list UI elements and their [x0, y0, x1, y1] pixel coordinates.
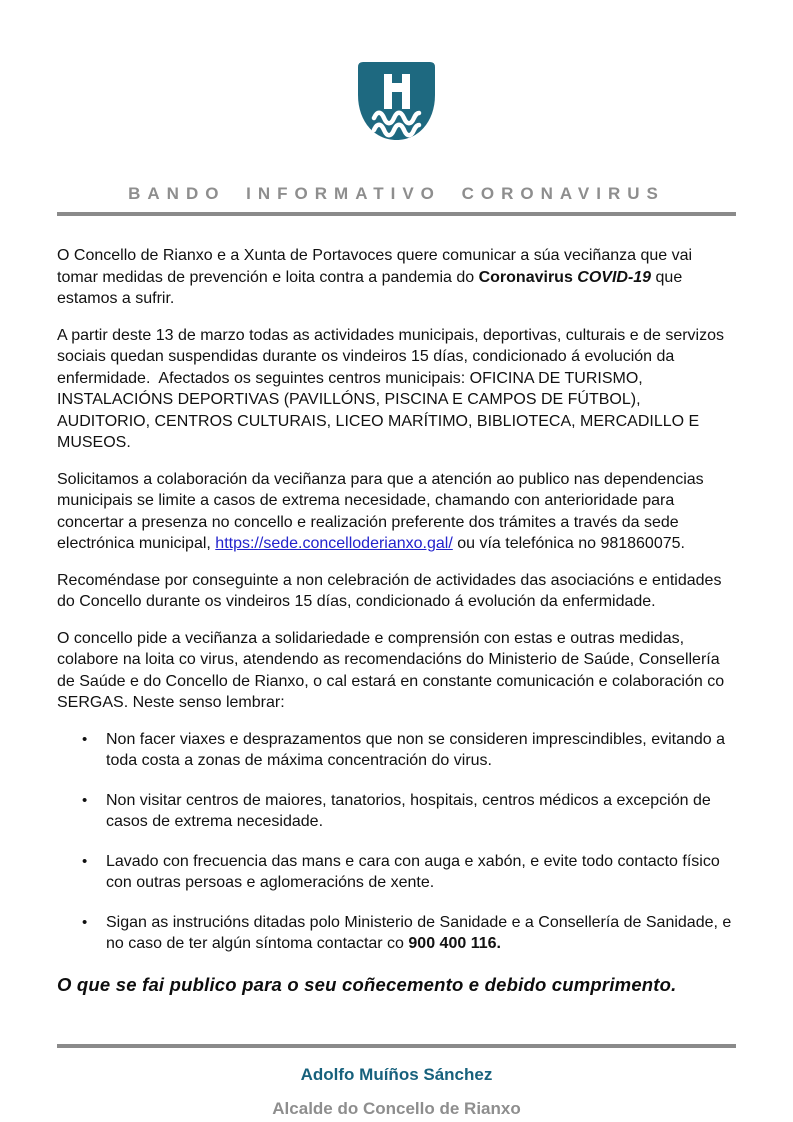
footer-rule — [57, 1044, 736, 1048]
reminder-list — [57, 729, 736, 955]
bullet-icon: • — [82, 852, 88, 870]
text-run: Non visitar centros de maiores, tanatorios, hospitais, centros médicos a excepción de casos de extrema necesidade. — [106, 791, 711, 830]
text-run: Solicitamos a colaboración da veciñanza para que a atención ao publico nas dependencias municipais se limite a casos de extrema necesidade, chamando con anterioridade para concertar a presenza no concello e realización preferente dos trámites a través da sede electrónica municipal, — [57, 470, 704, 552]
text-run: A partir deste 13 de marzo todas as actividades municipais, deportivas, culturais e de servizos sociais quedan suspendidas durante os vindeiros 15 días, condicionado á evolución da enfermidade. Afectados os seguintes centros municipais: OFICINA DE TURISMO, INSTALACIÓNS DEPORTIVAS (PAVILLÓNS, PISCINA E CAMPOS DE FÚTBOL), AUDITORIO, CENTROS CULTURAIS, LICEO MARÍTIMO, BIBLIOTECA, MERCADILLO E MUSEOS. — [57, 326, 724, 451]
text-run: Lavado con frecuencia das mans e cara con auga e xabón, e evite todo contacto físico con outras persoas e aglomeracións de xente. — [106, 852, 720, 891]
body-paragraph — [57, 469, 736, 555]
reminder-text — [106, 853, 720, 892]
signatory-name: Adolfo Muíños Sánchez — [300, 1064, 493, 1084]
reminder-text — [106, 792, 711, 831]
bullet-icon: • — [82, 791, 88, 809]
sede-electronica-link[interactable]: https://sede.concelloderianxo.gal/ — [215, 535, 453, 552]
body-paragraph — [57, 245, 736, 310]
reminder-text — [106, 731, 725, 770]
text-run: O Concello de Rianxo e a Xunta de Portavoces quere comunicar a súa veciñanza que vai tomar medidas de prevención e loita contra a pandemia do — [57, 247, 693, 286]
bullet-icon: • — [82, 730, 88, 748]
emphasis-text: COVID-19 — [577, 268, 652, 286]
document-title: BANDO INFORMATIVO CORONAVIRUS — [128, 184, 665, 203]
text-run: O concello pide a veciñanza a solidariedade e comprensión con estas e outras medidas, colabore na loita co virus, atendendo as recomendacións do Ministerio de Saúde, Consellería de Saúde e do Concello de Rianxo, o cal estará en constante comunicación e colaboración co SERGAS. Neste senso lembrar: — [57, 629, 725, 711]
body-paragraph — [57, 570, 736, 613]
text-run: Sigan as instrucións ditadas polo Ministerio de Sanidade e a Consellería de Sanidade, e no caso de ter algún síntoma contactar co — [106, 913, 732, 952]
bullet-icon: • — [82, 913, 88, 931]
signatory-role: Alcalde do Concello de Rianxo — [272, 1098, 521, 1118]
closing-statement: O que se fai publico para o seu coñecemento e debido cumprimento. — [57, 973, 677, 995]
header-logo-area — [0, 0, 793, 140]
body-paragraph — [57, 325, 736, 454]
text-run: Non facer viaxes e desprazamentos que non se consideren imprescindibles, evitando a toda costa a zonas de máxima concentración do virus. — [106, 730, 726, 769]
text-run: ou vía telefónica no 981860075. — [452, 535, 685, 552]
reminder-item — [57, 729, 736, 772]
body-paragraph — [57, 628, 736, 714]
text-run: Recoméndase por conseguinte a non celebración de actividades das asociacións e entidades do Concello durante os vindeiros 15 días, condicionado á evolución da enfermidade. — [57, 571, 722, 610]
reminder-item — [57, 790, 736, 833]
reminder-item — [57, 912, 736, 955]
emphasis-text: Coronavirus — [478, 268, 578, 286]
concello-rianxo-shield-logo — [358, 62, 435, 140]
document-body — [0, 216, 793, 955]
text-run: que estamos a sufrir. — [57, 268, 683, 307]
emphasis-text: 900 400 116. — [408, 935, 501, 952]
reminder-item — [57, 851, 736, 894]
reminder-text — [106, 914, 731, 953]
